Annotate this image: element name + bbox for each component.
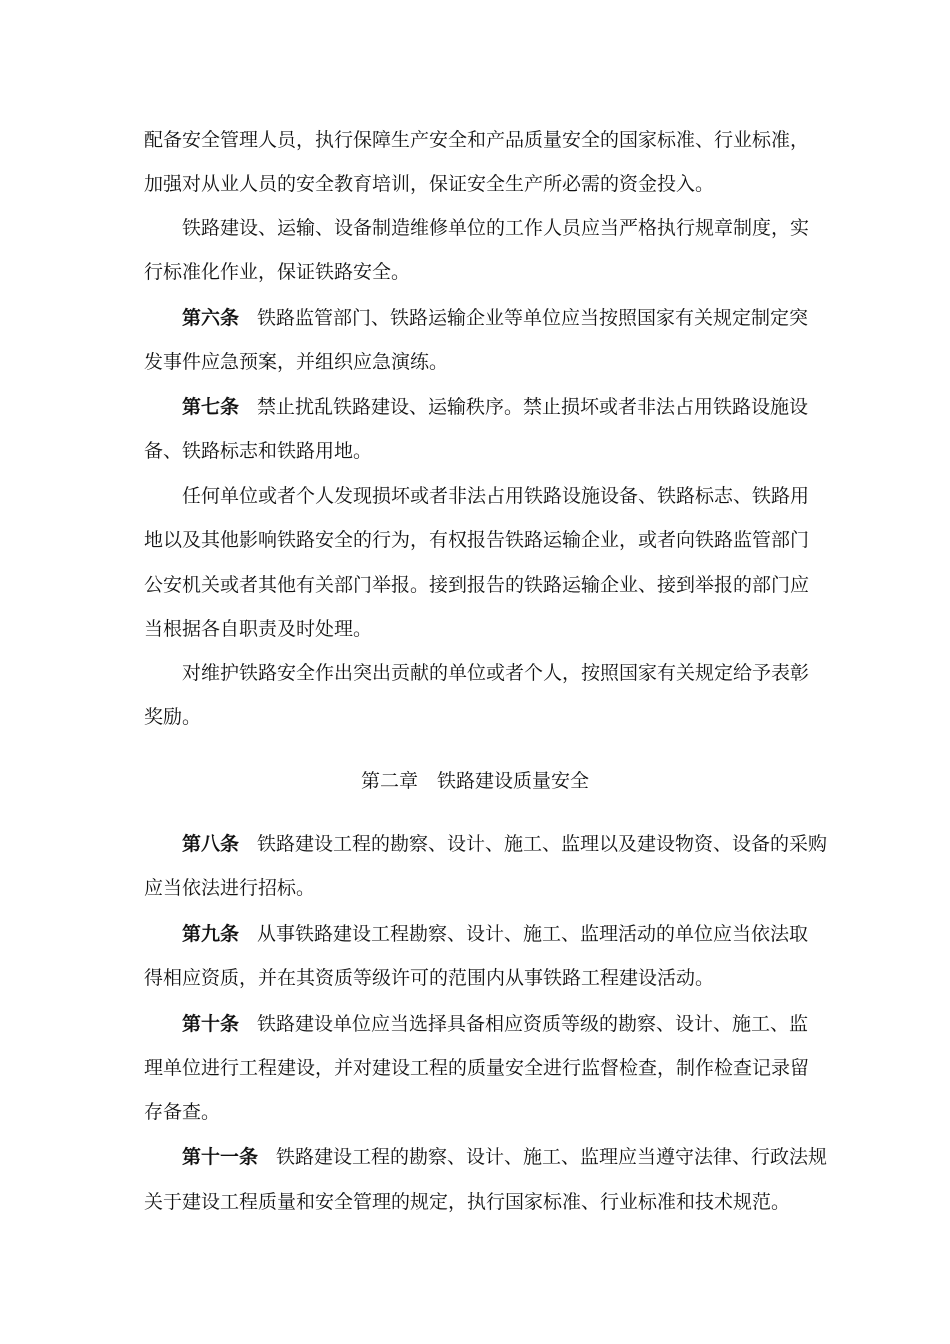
paragraph-line: 关于建设工程质量和安全管理的规定，执行国家标准、行业标准和技术规范。	[144, 1191, 791, 1213]
paragraph-line: 应当依法进行招标。	[144, 877, 316, 899]
paragraph-line: 加强对从业人员的安全教育培训，保证安全生产所必需的资金投入。	[144, 173, 715, 195]
paragraph-line: 理单位进行工程建设，并对建设工程的质量安全进行监督检查，制作检查记录留	[144, 1057, 810, 1079]
article-label: 第九条	[182, 923, 240, 945]
paragraph-line: 得相应资质，并在其资质等级许可的范围内从事铁路工程建设活动。	[144, 967, 715, 989]
article-label: 第七条	[182, 396, 240, 418]
paragraph-line: 发事件应急预案，并组织应急演练。	[144, 351, 449, 373]
paragraph-line: 配备安全管理人员，执行保障生产安全和产品质量安全的国家标准、行业标准，	[144, 129, 810, 151]
article-text: 铁路建设工程的勘察、设计、施工、监理以及建设物资、设备的采购	[257, 833, 828, 855]
article-text: 禁止扰乱铁路建设、运输秩序。禁止损坏或者非法占用铁路设施设	[257, 396, 809, 418]
article-7-line	[182, 395, 809, 419]
article-8-line	[182, 832, 828, 856]
article-text: 铁路建设工程的勘察、设计、施工、监理应当遵守法律、行政法规	[276, 1146, 828, 1168]
paragraph-line: 行标准化作业，保证铁路安全。	[144, 261, 411, 283]
paragraph-line: 备、铁路标志和铁路用地。	[144, 440, 373, 462]
paragraph-line: 任何单位或者个人发现损坏或者非法占用铁路设施设备、铁路标志、铁路用	[182, 485, 810, 507]
paragraph-line: 存备查。	[144, 1101, 221, 1123]
article-text: 铁路监管部门、铁路运输企业等单位应当按照国家有关规定制定突	[257, 307, 809, 329]
paragraph-line: 对维护铁路安全作出突出贡献的单位或者个人，按照国家有关规定给予表彰	[182, 662, 810, 684]
article-6-line	[182, 306, 809, 330]
article-label: 第六条	[182, 307, 240, 329]
chapter-heading: 第二章 铁路建设质量安全	[360, 770, 589, 792]
article-label: 第十条	[182, 1013, 240, 1035]
article-text: 从事铁路建设工程勘察、设计、施工、监理活动的单位应当依法取	[257, 923, 809, 945]
article-11-line	[182, 1145, 828, 1169]
paragraph-line: 奖励。	[144, 706, 202, 728]
article-text: 铁路建设单位应当选择具备相应资质等级的勘察、设计、施工、监	[257, 1013, 809, 1035]
paragraph-line: 公安机关或者其他有关部门举报。接到报告的铁路运输企业、接到举报的部门应	[144, 574, 810, 596]
paragraph-line: 地以及其他影响铁路安全的行为，有权报告铁路运输企业，或者向铁路监管部门	[144, 529, 810, 551]
paragraph-line: 当根据各自职责及时处理。	[144, 618, 373, 640]
article-label: 第八条	[182, 833, 240, 855]
article-9-line	[182, 922, 809, 946]
article-label: 第十一条	[182, 1146, 259, 1168]
paragraph-line: 铁路建设、运输、设备制造维修单位的工作人员应当严格执行规章制度，实	[182, 217, 810, 239]
article-10-line	[182, 1012, 809, 1036]
